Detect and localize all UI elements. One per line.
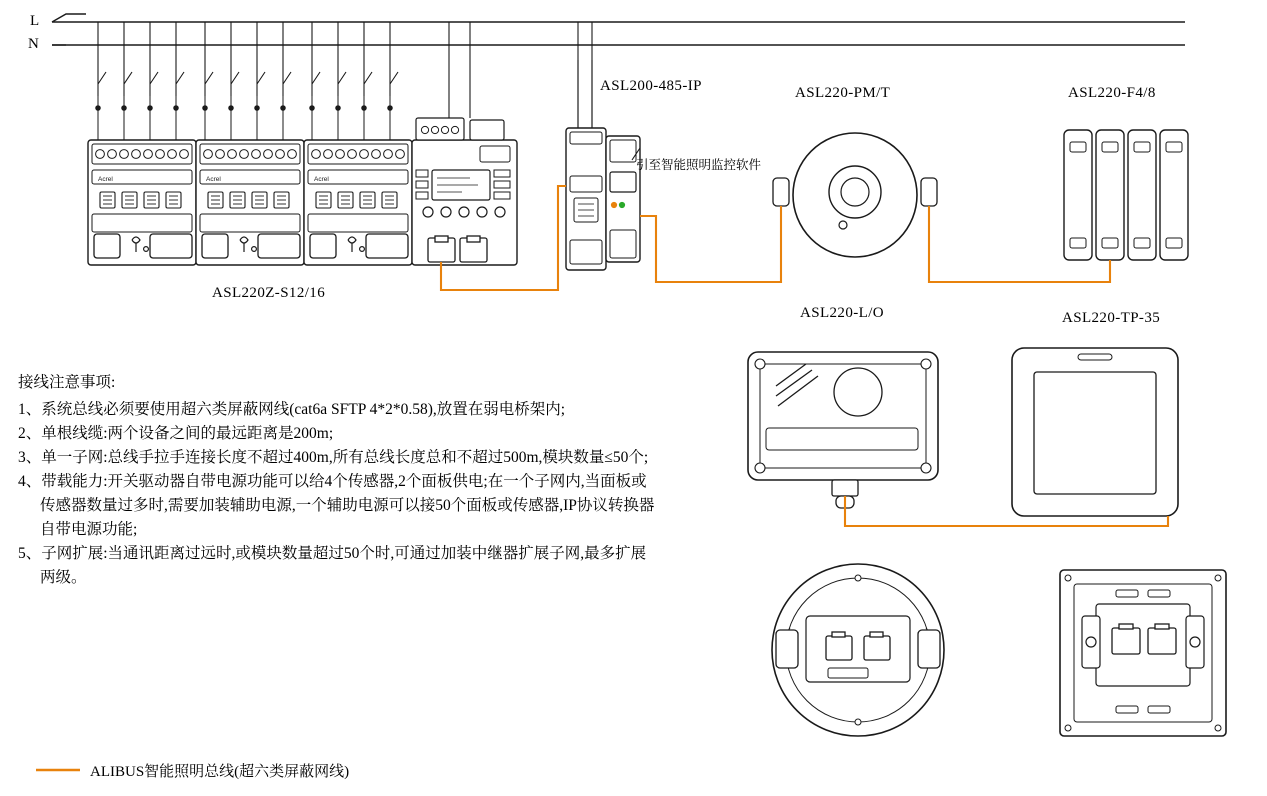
annotation-to-software: 引至智能照明监控软件	[636, 158, 762, 172]
legend-label-alibus: ALIBUS智能照明总线(超六类屏蔽网线)	[90, 764, 350, 780]
svg-text:Acrel: Acrel	[206, 176, 221, 183]
note-item-2: 2、单根线缆:两个设备之间的最远距离是200m;	[18, 425, 334, 442]
device-label-asl220pmt: ASL220-PM/T	[795, 85, 891, 101]
device-asl220z-s12-16[interactable]	[88, 118, 517, 265]
note-item-5: 5、子网扩展:当通讯距离过远时,或模块数量超过50个时,可通过加装中继器扩展子网,最多扩展两级。	[18, 545, 647, 586]
device-label-asl220lo: ASL220-L/O	[800, 305, 884, 321]
svg-text:Acrel: Acrel	[314, 176, 329, 183]
device-asl220-l-o[interactable]	[748, 352, 938, 508]
notes-heading: 接线注意事项:	[18, 374, 116, 391]
device-label-asl200: ASL200-485-IP	[600, 78, 702, 94]
label-mains-n: N	[28, 36, 39, 52]
note-item-1: 1、系统总线必须要使用超六类屏蔽网线(cat6a SFTP 4*2*0.58),放置在弱电桥架内;	[18, 401, 566, 418]
device-label-asl220z: ASL220Z-S12/16	[212, 285, 326, 301]
label-mains-l: L	[30, 13, 40, 29]
breaker-symbols	[96, 72, 398, 142]
svg-text:Acrel: Acrel	[98, 176, 113, 183]
device-asl220-f4-8[interactable]	[1064, 130, 1188, 260]
mains-bus-lines	[52, 14, 1185, 45]
device-square-backplate	[1060, 570, 1226, 736]
note-item-4: 4、带载能力:开关驱动器自带电源功能可以给4个传感器,2个面板供电;在一个子网内,当面板或传感器数量过多时,需要加装辅助电源,一个辅助电源可以接50个面板或传感器,IP协议转换器自带电源功能;	[18, 473, 655, 538]
device-round-backplate	[772, 564, 944, 736]
device-label-asl220f48: ASL220-F4/8	[1068, 85, 1156, 101]
device-asl220-pm-t[interactable]	[773, 133, 937, 257]
wiring-notes	[18, 370, 658, 590]
mains-drop-lines	[98, 22, 592, 128]
device-label-asl220tp35: ASL220-TP-35	[1062, 310, 1161, 326]
device-asl220-tp-35[interactable]	[1012, 348, 1178, 516]
note-item-3: 3、单一子网:总线手拉手连接长度不超过400m,所有总线长度总和不超过500m,模块数量≤50个;	[18, 449, 649, 466]
